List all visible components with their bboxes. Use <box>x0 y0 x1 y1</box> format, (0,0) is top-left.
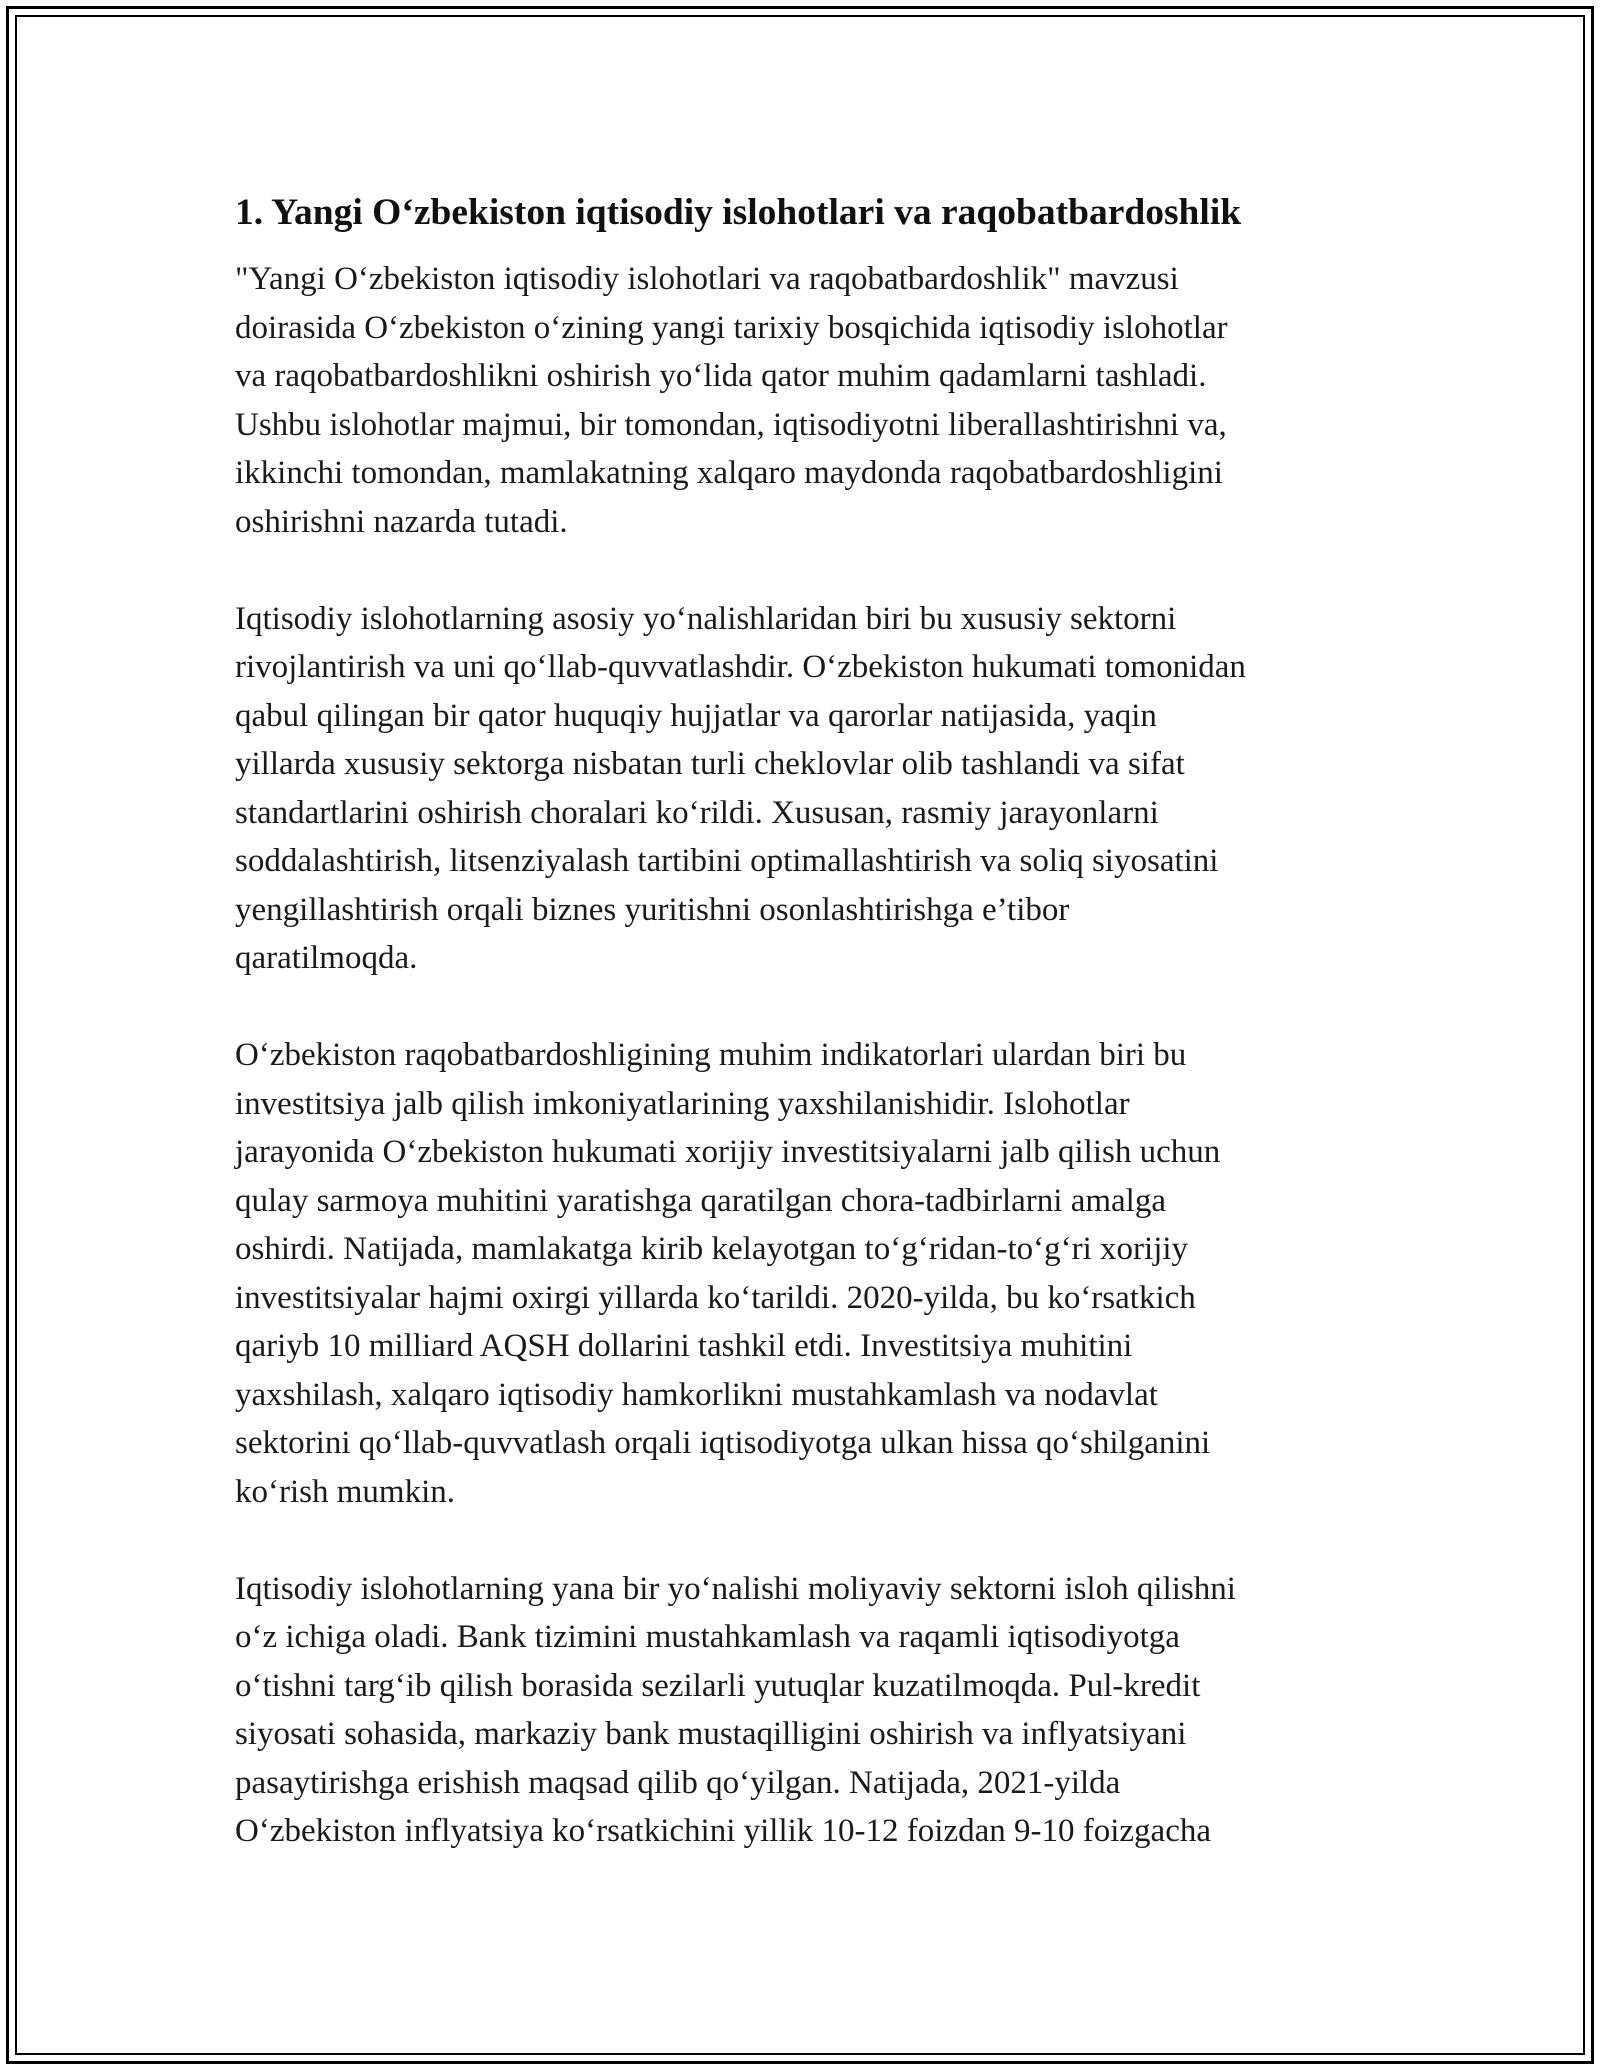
document-body <box>235 185 1385 1904</box>
paragraph-3 <box>235 1031 1385 1516</box>
section-title: 1. Yangi O‘zbekiston iqtisodiy islohotlari va raqobatbardoshlik <box>235 192 1242 233</box>
paragraph-line: qariyb 10 milliard AQSH dollarini tashkil etdi. Investitsiya muhitini <box>235 1328 1133 1364</box>
paragraph-1 <box>235 255 1385 546</box>
paragraph-line: O‘zbekiston raqobatbardoshligining muhim indikatorlari ulardan biri bu <box>235 1037 1187 1073</box>
paragraph-line: qabul qilingan bir qator huquqiy hujjatlar va qarorlar natijasida, yaqin <box>235 697 1157 734</box>
paragraph-2 <box>235 595 1385 983</box>
paragraph-line: yengillashtirish orqali biznes yuritishni osonlashtirishga e’tibor <box>235 891 1070 928</box>
paragraph-line: oshirdi. Natijada, mamlakatga kirib kelayotgan to‘g‘ridan-to‘g‘ri xorijiy <box>235 1231 1189 1267</box>
paragraph-line: ikkinchi tomondan, mamlakatning xalqaro maydonda raqobatbardoshligini <box>235 455 1223 491</box>
paragraph-line: yaxshilash, xalqaro iqtisodiy hamkorlikni mustahkamlash va nodavlat <box>235 1376 1158 1413</box>
paragraph-line: ko‘rish mumkin. <box>235 1473 455 1510</box>
paragraph-line: soddalashtirish, litsenziyalash tartibini optimallashtirish va soliq siyosatini <box>235 843 1219 879</box>
paragraph-line: o‘z ichiga oladi. Bank tizimini mustahkamlash va raqamli iqtisodiyotga <box>235 1619 1180 1655</box>
paragraph-line: Iqtisodiy islohotlarning yana bir yo‘nalishi moliyaviy sektorni isloh qilishni <box>235 1570 1236 1607</box>
paragraph-line: o‘tishni targ‘ib qilish borasida sezilarli yutuqlar kuzatilmoqda. Pul-kredit <box>235 1667 1201 1704</box>
paragraph-line: sektorini qo‘llab-quvvatlash orqali iqtisodiyotga ulkan hissa qo‘shilganini <box>235 1425 1211 1461</box>
paragraph-line: qaratilmoqda. <box>235 940 418 976</box>
paragraph-line: rivojlantirish va uni qo‘llab-quvvatlashdir. O‘zbekiston hukumati tomonidan <box>235 649 1246 685</box>
paragraph-line: O‘zbekiston inflyatsiya ko‘rsatkichini yillik 10-12 foizdan 9-10 foizgacha <box>235 1813 1211 1849</box>
paragraph-line: investitsiyalar hajmi oxirgi yillarda ko‘tarildi. 2020-yilda, bu ko‘rsatkich <box>235 1279 1196 1316</box>
paragraph-line: va raqobatbardoshlikni oshirish yo‘lida qator muhim qadamlarni tashladi. <box>235 358 1207 394</box>
paragraph-4 <box>235 1565 1385 1856</box>
paragraph-line: doirasida O‘zbekiston o‘zining yangi tarixiy bosqichida iqtisodiy islohotlar <box>235 309 1228 346</box>
paragraph-line: standartlarini oshirish choralari ko‘rildi. Xususan, rasmiy jarayonlarni <box>235 794 1159 831</box>
paragraph-line: siyosati sohasida, markaziy bank mustaqilligini oshirish va inflyatsiyani <box>235 1716 1187 1752</box>
paragraph-line: yillarda xususiy sektorga nisbatan turli cheklovlar olib tashlandi va sifat <box>235 746 1185 782</box>
paragraph-line: jarayonida O‘zbekiston hukumati xorijiy investitsiyalarni jalb qilish uchun <box>235 1134 1221 1170</box>
paragraph-line: qulay sarmoya muhitini yaratishga qaratilgan chora-tadbirlarni amalga <box>235 1182 1166 1219</box>
paragraph-line: pasaytirishga erishish maqsad qilib qo‘yilgan. Natijada, 2021-yilda <box>235 1764 1121 1801</box>
paragraph-line: Ushbu islohotlar majmui, bir tomondan, iqtisodiyotni liberallashtirishni va, <box>235 406 1227 443</box>
paragraph-line: "Yangi O‘zbekiston iqtisodiy islohotlari va raqobatbardoshlik" mavzusi <box>235 261 1179 297</box>
paragraph-line: Iqtisodiy islohotlarning asosiy yo‘nalishlaridan biri bu xususiy sektorni <box>235 600 1177 637</box>
paragraph-line: oshirishni nazarda tutadi. <box>235 503 568 540</box>
paragraph-line: investitsiya jalb qilish imkoniyatlarining yaxshilanishidir. Islohotlar <box>235 1085 1130 1122</box>
paragraphs <box>235 255 1385 1856</box>
